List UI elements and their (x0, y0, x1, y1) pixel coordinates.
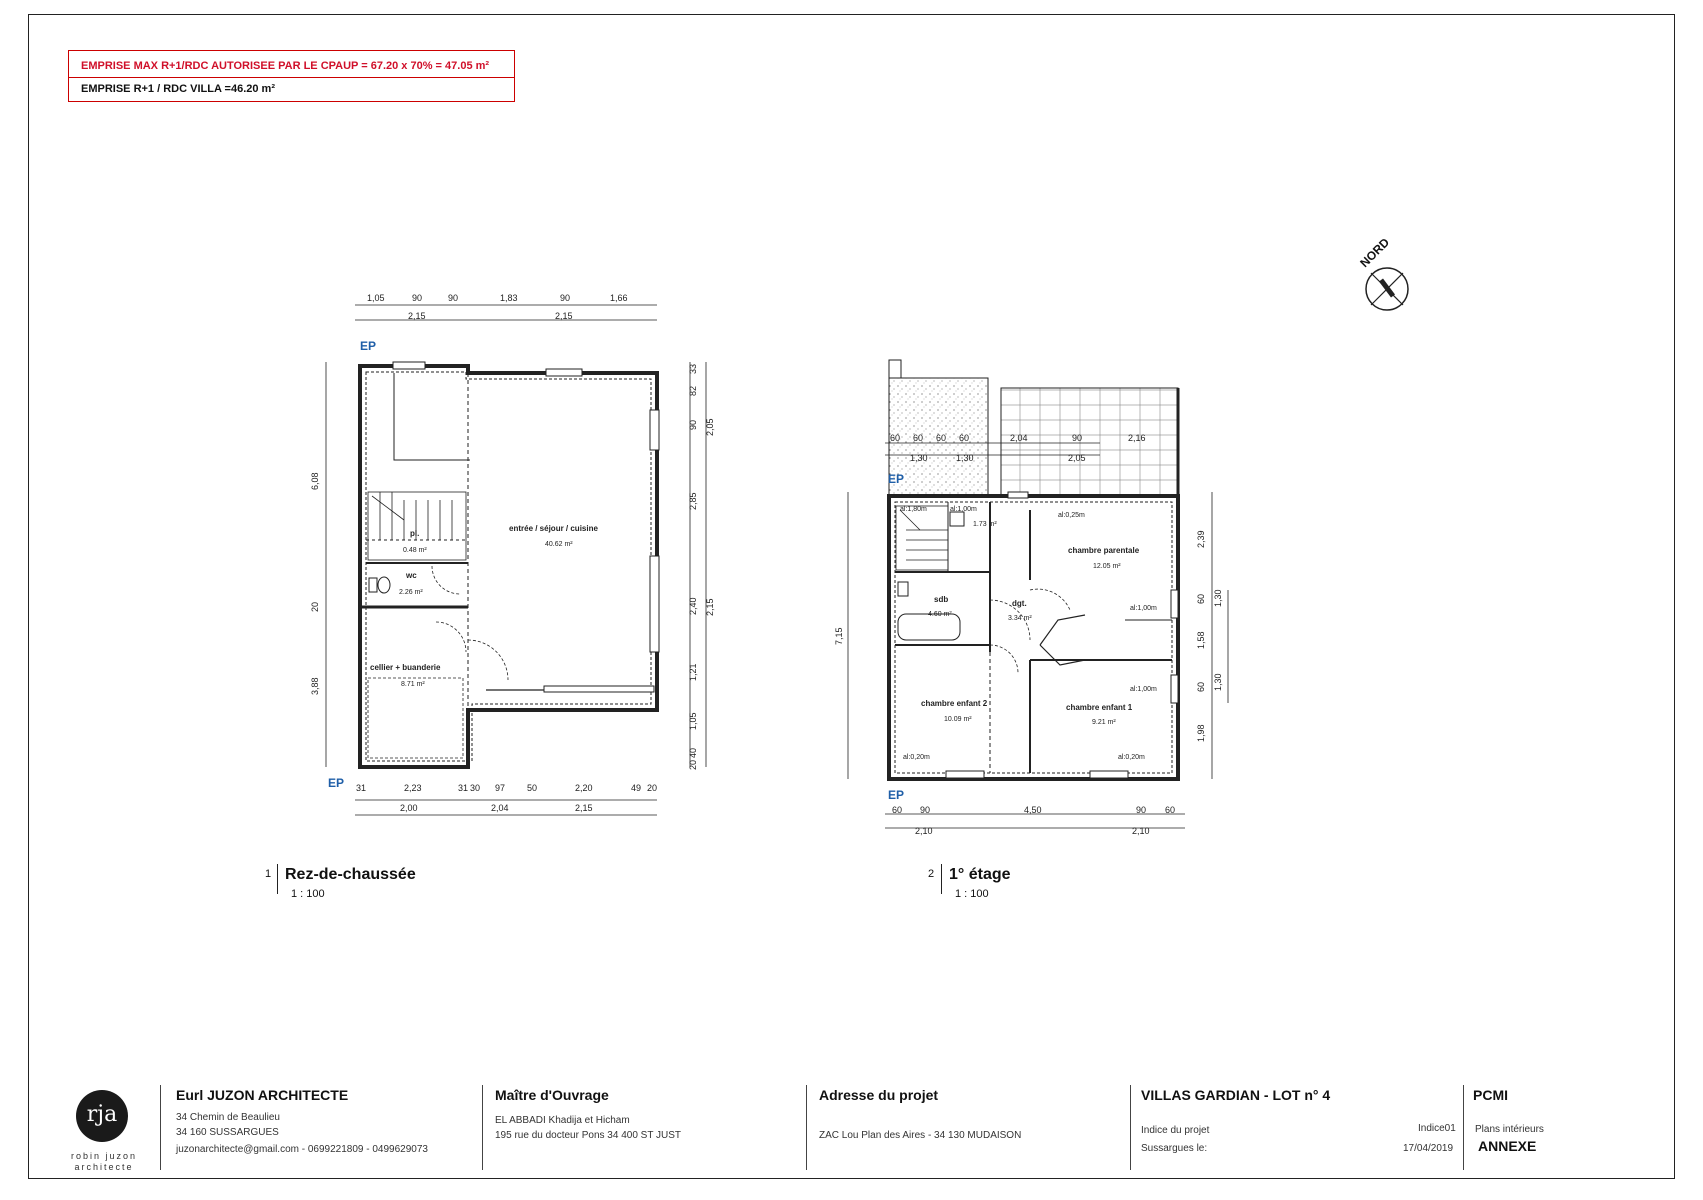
ff-dim-bottom: 60 (1165, 805, 1176, 815)
ff-ep-bottom: EP (888, 788, 905, 802)
ff-dim-right: 1,98 (1196, 724, 1206, 742)
gf-dim-bottom: 97 (495, 783, 506, 793)
ff-title: 1° étage (949, 866, 1011, 883)
index-label: Indice du projet (1141, 1125, 1210, 1136)
gf-dim-right: 20 (688, 759, 698, 770)
gf-dim-bottom: 2,20 (575, 783, 593, 793)
gf-area-cellier: 8.71 m² (401, 681, 425, 688)
doc-heading: PCMI (1473, 1087, 1508, 1103)
date-value: 17/04/2019 (1403, 1143, 1454, 1154)
address-heading: Adresse du projet (819, 1087, 939, 1103)
ff-dim-terrace-sub: 1,30 (910, 453, 928, 463)
first-stairs (896, 506, 948, 570)
gf-dim-bottom: 30 (470, 783, 481, 793)
ff-number: 2 (928, 868, 935, 880)
ff-area-parentale: 12.05 m² (1093, 563, 1121, 570)
owner-address: 195 rue du docteur Pons 34 400 ST JUST (495, 1130, 682, 1141)
ff-area-enfant2: 10.09 m² (944, 716, 972, 723)
gf-title-bar (277, 864, 278, 894)
gf-dim-right-sub: 2,05 (705, 418, 715, 436)
ff-dim-right: 60 (1196, 593, 1206, 604)
gf-dim-top: 1,83 (500, 293, 518, 303)
tb-divider (160, 1085, 161, 1170)
project-heading: VILLAS GARDIAN - LOT n° 4 (1141, 1087, 1331, 1103)
gf-dim-bottom-sub: 2,15 (575, 803, 593, 813)
logo: rja (76, 1090, 128, 1142)
first-dim-lines (848, 443, 1228, 828)
ff-dim-bottom-sub: 2,10 (915, 826, 933, 836)
architect-name: Eurl JUZON ARCHITECTE (176, 1087, 349, 1103)
ff-dim-terrace: 90 (1072, 433, 1083, 443)
gf-dim-top: 1,05 (367, 293, 385, 303)
gf-area-sejour: 40.62 m² (545, 541, 573, 548)
ff-area-dgt: 3.34 m² (1008, 615, 1032, 622)
ff-height: al:0,20m (903, 754, 930, 761)
ff-height: al:0,25m (1058, 512, 1085, 519)
ff-height: al:0,20m (1118, 754, 1145, 761)
ff-height: al:1,00m (1130, 605, 1157, 612)
doc-subtitle: Plans intérieurs (1475, 1124, 1544, 1135)
north-label: NORD (1357, 235, 1393, 271)
gf-dim-left: 3,88 (310, 677, 320, 695)
ff-dim-bottom: 4,50 (1024, 805, 1042, 815)
gf-dim-left: 6,08 (310, 472, 320, 490)
index-value: Indice01 (1418, 1123, 1456, 1134)
north-arrow (1357, 235, 1408, 310)
ff-dim-bottom: 90 (920, 805, 931, 815)
ff-room-parentale: chambre parentale (1068, 546, 1140, 555)
ff-area-enfant1: 9.21 m² (1092, 719, 1116, 726)
ff-height: al:1,00m (1130, 686, 1157, 693)
gf-dim-right: 33 (688, 363, 698, 374)
gf-room-wc: wc (406, 571, 417, 580)
ff-dim-terrace: 2,16 (1128, 433, 1146, 443)
first-floor-plan (834, 360, 1228, 836)
gf-dim-top: 1,66 (610, 293, 628, 303)
gf-dim-right-sub: 2,15 (705, 598, 715, 616)
ff-room-enfant2: chambre enfant 2 (921, 699, 988, 708)
gf-room-cellier: cellier + buanderie (370, 663, 441, 672)
ground-floor-plan (310, 293, 715, 815)
gf-dim-top: 90 (448, 293, 459, 303)
ff-dim-bottom: 90 (1136, 805, 1147, 815)
project-address: ZAC Lou Plan des Aires - 34 130 MUDAISON (819, 1130, 1022, 1141)
ff-title-bar (941, 864, 942, 894)
gf-dim-right: 82 (688, 385, 698, 396)
gf-dim-bottom: 2,23 (404, 783, 422, 793)
ff-dim-terrace: 2,04 (1010, 433, 1028, 443)
gf-dim-bottom: 50 (527, 783, 538, 793)
ff-dim-terrace: 60 (936, 433, 947, 443)
ff-dim-right-sub: 1,30 (1213, 673, 1223, 691)
gf-dim-bottom: 49 (631, 783, 642, 793)
ff-room-enfant1: chambre enfant 1 (1066, 703, 1133, 712)
gf-scale: 1 : 100 (291, 888, 325, 900)
ff-scale: 1 : 100 (955, 888, 989, 900)
gf-dim-bottom: 31 (356, 783, 367, 793)
ff-height: al:1,80m (900, 506, 927, 513)
gf-ep-bottom: EP (328, 776, 345, 790)
gf-title: Rez-de-chaussée (285, 866, 416, 883)
place-label: Sussargues le: (1141, 1143, 1208, 1154)
ff-dim-left: 7,15 (834, 627, 844, 645)
ff-dim-terrace: 60 (913, 433, 924, 443)
ff-dim-terrace: 60 (959, 433, 970, 443)
gf-room-sejour: entrée / séjour / cuisine (509, 524, 598, 533)
ff-area-placard: 1.73 m² (973, 521, 997, 528)
ff-dim-bottom-sub: 2,10 (1132, 826, 1150, 836)
title-block (28, 1075, 1675, 1179)
gf-dim-bottom: 31 (458, 783, 469, 793)
gf-dim-top: 90 (560, 293, 571, 303)
ff-dim-terrace-sub: 2,05 (1068, 453, 1086, 463)
gf-dim-top-sub: 2,15 (555, 311, 573, 321)
architect-contact: juzonarchitecte@gmail.com - 0699221809 - 0499629073 (176, 1144, 428, 1155)
tb-divider (806, 1085, 807, 1170)
ff-ep-top: EP (888, 472, 905, 486)
ff-area-sdb: 4.60 m² (928, 611, 952, 618)
gf-area-wc: 2.26 m² (399, 589, 423, 596)
doc-label: ANNEXE (1478, 1138, 1537, 1154)
gf-room-pl: pl. (410, 529, 420, 538)
gf-number: 1 (265, 868, 272, 880)
gf-dim-bottom-sub: 2,04 (491, 803, 509, 813)
ff-dim-right: 2,39 (1196, 530, 1206, 548)
gf-dim-bottom-sub: 2,00 (400, 803, 418, 813)
ff-dim-bottom: 60 (892, 805, 903, 815)
ff-dim-terrace-sub: 1,30 (956, 453, 974, 463)
gf-dim-right: 40 (688, 747, 698, 758)
owner-names: EL ABBADI Khadija et Hicham (495, 1115, 630, 1126)
gf-dim-right: 1,05 (688, 712, 698, 730)
gf-dim-left: 20 (310, 601, 320, 612)
architect-street: 34 Chemin de Beaulieu (176, 1112, 280, 1123)
ff-dim-right: 60 (1196, 681, 1206, 692)
emprise-villa-text: EMPRISE R+1 / RDC VILLA =46.20 m² (81, 83, 275, 95)
logo-caption: robin juzon architecte (70, 1151, 138, 1172)
ff-room-dgt: dgt. (1012, 599, 1027, 608)
owner-heading: Maître d'Ouvrage (495, 1087, 609, 1103)
ff-dim-terrace: 60 (890, 433, 901, 443)
gf-dim-right: 90 (688, 419, 698, 430)
gf-dim-right: 1,21 (688, 663, 698, 681)
gf-dim-right: 2,85 (688, 492, 698, 510)
ff-height: al:1,00m (950, 506, 977, 513)
emprise-max-text: EMPRISE MAX R+1/RDC AUTORISEE PAR LE CPAUP = 67.20 x 70% = 47.05 m² (81, 60, 490, 72)
ff-room-sdb: sdb (934, 595, 949, 604)
tb-divider (1463, 1085, 1464, 1170)
architect-city: 34 160 SUSSARGUES (176, 1127, 279, 1138)
gf-dim-right: 2,40 (688, 597, 698, 615)
gf-area-pl: 0.48 m² (403, 547, 427, 554)
gf-dim-bottom: 20 (647, 783, 658, 793)
ff-dim-right: 1,58 (1196, 631, 1206, 649)
gf-dim-top: 90 (412, 293, 423, 303)
gf-ep-top: EP (360, 339, 377, 353)
tb-divider (482, 1085, 483, 1170)
ff-dim-right-sub: 1,30 (1213, 589, 1223, 607)
tb-divider (1130, 1085, 1131, 1170)
gf-dim-top-sub: 2,15 (408, 311, 426, 321)
